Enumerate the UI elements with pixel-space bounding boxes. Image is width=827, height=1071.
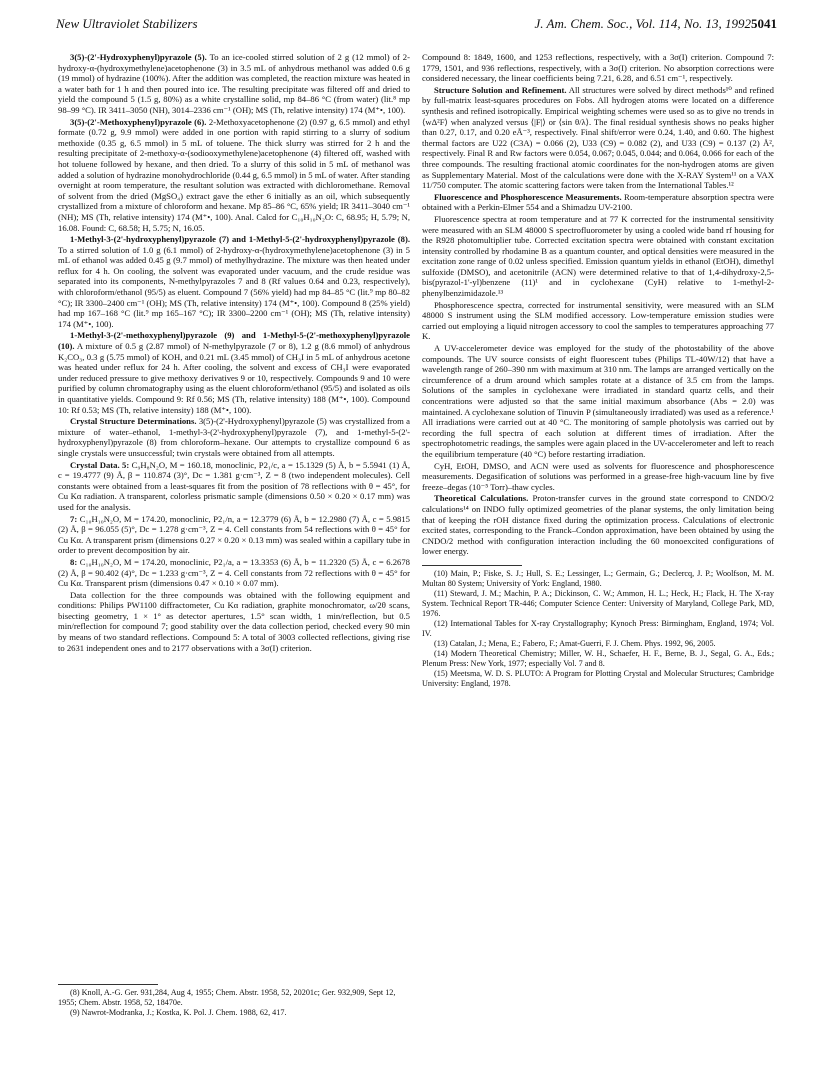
paragraph — [58, 234, 410, 329]
paragraph — [58, 514, 410, 556]
footnote: (15) Meetsma, W. D. S. PLUTO: A Program for Plotting Crystal and Molecular Structures; Cambridge University: England, 1978. — [422, 668, 774, 688]
left-column — [58, 52, 410, 654]
footnote: (13) Catalan, J.; Mena, E.; Fabero, F.; Amat-Guerri, F. J. Chem. Phys. 1992, 96, 2005. — [434, 638, 716, 648]
paragraph-text: C₁₀H₁₀N₂O, M = 174.20, monoclinic, P2₁/a, a = 13.3353 (6) Å, b = 11.2320 (5) Å, c = 6.2678 (2) Å, β = 90.402 (4)°, Dc = 1.233 g·cm⁻³, Z = 4. Cell constants from 72 reflections with θ = 45° for Cu Kα. Transparent prism (dimensions 0.47 × 0.10 × 0.07 mm). — [58, 556, 410, 589]
page-number: 5041 — [751, 16, 777, 31]
right-footnotes — [422, 565, 774, 689]
paragraph-text: A mixture of 0.5 g (2.87 mmol) of N-methylpyrazole (7 or 8), 1.2 g (8.6 mmol) of anhydrous K₂CO₃, 0.3 g (5.75 mmol) of KOH, and 0.21 mL (3.45 mmol) of CH₃I in 5 mL of anhydrous acetone was heated under reflux for 24 h. After cooling, the solvent and excess of CH₃I were evaporated under reduced pressure to give methoxy derivatives 9 or 10, respectively. Compounds 9 and 10 were purified by column chromatography using as the eluent chloroform/ethanol (95/5) and isolated as oils in quantitative yields. Compound 9: Rf 0.56; MS (Th, relative intensity) 188 (M⁺•, 100). Compound 10: Rf 0.53; MS (Th, relative intensity) 188 (M⁺•, 100). — [58, 341, 410, 415]
paragraph-text: CyH, EtOH, DMSO, and ACN were used as solvents for fluorescence and phosphorescence measurements. Degasification of solutions was performed in a grease-free high-vacuum line by five freeze–degas (10⁻⁵ Torr)–thaw cycles. — [422, 460, 774, 492]
paragraph-text: Compound 8: 1849, 1600, and 1253 reflections, respectively, with a 3σ(I) criterion. Compound 7: 1779, 1501, and 936 reflections, respectively, with a 3σ(I) criterion. No absorption corrections were considered necessary, the linear coefficients being 7.21, 6.28, and 6.51 cm⁻¹, respectively. — [422, 52, 774, 84]
footnote-rule — [58, 984, 158, 985]
paragraph-text: A UV-accelerometer device was employed for the study of the photostability of the above compounds. The UV source consists of eight fluorescent tubes (Philips TL-40W/12) that have a wavelength range of 260–390 nm with maximum at 310 nm. The lamps are arranged vertically on the circumference of a drum around which samples rotate at a distance of 3.5 cm from the lamps. Solutions of the samples in cyclohexane were irradiated in standard quartz cells, and their concentrations were adjusted so that the same initial maximum absorbance (Abs = 2.0) was maintained. A cyclohexane solution of Tinuvin P (simultaneously irradiated) was used as a reference.¹ All irradiations were carried out at 40 °C. The monitoring of sample photolysis was carried out by recording the full spectra of each solution at different times of irradiation. After the spectrophotometric readings, the samples were again placed in the UV-accelerometer and left to reach the equilibrium temperature (40 °C) before restarting irradiation. — [422, 343, 774, 459]
paragraph-text: Proton-transfer curves in the ground state correspond to CNDO/2 calculations¹⁴ on INDO fully optimized geometries of the planar systems, the only limitation being that of keeping the rOH distance fixed during the optimization process. Calculations of electronic excited states, corresponding to the Franck–Condon approximation, have been obtained by using the CNDO/2 method with configuration interaction including the 60 monoexcited configurations of lower energy. — [422, 493, 774, 557]
journal-citation: J. Am. Chem. Soc., Vol. 114, No. 13, 1992 — [534, 16, 751, 31]
paragraph-heading: Structure Solution and Refinement. — [434, 84, 567, 95]
paragraph-heading: Fluorescence and Phosphorescence Measurements. — [434, 191, 622, 202]
footnote: (14) Modern Theoretical Chemistry; Miller, W. H., Schaefer, H. F., Berne, B. J., Segal, G. A., Eds.; Plenum Press: New York, 1977; especially Vol. 7 and 8. — [422, 648, 774, 668]
running-header — [56, 16, 777, 38]
paragraph-heading: Theoretical Calculations. — [434, 493, 529, 504]
paragraph-heading: 3(5)-(2'-Methoxyphenyl)pyrazole (6). — [70, 116, 207, 127]
paragraph — [58, 52, 410, 116]
footnote-rule — [422, 565, 522, 566]
paragraph-text: To an ice-cooled stirred solution of 2 g (12 mmol) of 2-hydroxy-α-(hydroxymethylene)acetophenone (3) in 3.5 mL of anhydrous methanol was added 0.6 g (19 mmol) of hydrazine (100%). After the addition was completed, the reaction mixture was heated in a water bath for 1 h and then poured into ice. The resulting precipitate was filtered off and dried to yield the compound 5 (1.5 g, 80%) as a white crystalline solid, mp 84–86 °C (from water) (lit.⁸ mp 98–99 °C). IR 3411–3050 (NH), 3014–2336 cm⁻¹ (OH); MS (Th, relative intensity) 174 (M⁺•, 100). — [58, 52, 410, 115]
paragraph-heading: 3(5)-(2'-Hydroxyphenyl)pyrazole (5). — [70, 52, 207, 62]
paragraph-text: All structures were solved by direct methods¹⁰ and refined by full-matrix least-squares procedures on Fobs. All hydrogen atoms were located on a difference synthesis and refined isotropically. Empirical weighting schemes were used so as to give no trends in ⟨wΔ²F⟩ when analyzed versus ⟨|F|⟩ or ⟨sin θ/λ⟩. The final residual synthesis shows no peaks higher than 0.27, 0.17, and 0.20 eÅ⁻³, respectively. Final shift/error were 0.24, 1.40, and 0.60. The highest thermal factors are U22 (C3A) = 0.066 (2), U33 (C9) = 0.082 (2), and U33 (C9) = 0.137 (2) Å², respectively. Final R and Rw factors were 0.054, 0.067; 0.045, 0.044; and 0.064, 0.066 for each of the three compounds. The resulting fractional atomic coordinates for the non-hydrogen atoms are given as Supplementary Material. Most of the calculations were done with the X-RAY System¹¹ on a VAX 11/750 computer. The atomic scattering factors were taken from the International Tables.¹² — [422, 84, 774, 191]
paragraph-text: 3(5)-(2'-Hydroxyphenyl)pyrazole (5) was crystallized from a mixture of water–ethanol, 1-methyl-3-(2'-hydroxyphenyl)pyrazole (7), and 1-methyl-5-(2'-hydroxyphenyl)pyrazole (8) from chloroform–hexane. Our attempts to crystallize compound 6 as single crystals were unsuccessful; twin crystals were obtained from all attempts. — [58, 416, 410, 458]
paragraph — [58, 416, 410, 458]
paragraph — [422, 85, 774, 191]
footnote: (9) Nawrot-Modranka, J.; Kostka, K. Pol. J. Chem. 1988, 62, 417. — [70, 1008, 287, 1017]
paragraph — [422, 493, 774, 557]
paragraph — [58, 117, 410, 234]
paragraph — [422, 52, 774, 84]
paragraph-text: Fluorescence spectra at room temperature and at 77 K corrected for the instrumental sensitivity were measured with an SLM 48000 S spectrofluorometer by using a cooled wide band rf housing for the R928 photomultiplier tube. Corrected excitation spectra were obtained with constant excitation intensity controlled by rhodamine B as a quantum counter, and optical densities were measured in the excitation zone range of 0.02 unless specified. Emission quantum yields in ethanol (EtOH), dimethyl sulfoxide (DMSO), and acetonitrile (ACN) were determined relative to that of 1,4-dihydroxy-2,5-bis(pyrazol-1'-yl)benzene (11)¹ and in cyclohexane (CyH) relative to 1-methyl-2-phenylbenzimidazole.¹³ — [422, 213, 774, 299]
footnote: (12) International Tables for X-ray Crystallography; Kynoch Press: Birmingham, England, 1974; Vol. IV. — [422, 618, 774, 638]
paragraph-text: To a stirred solution of 1.0 g (6.1 mmol) of 2-hydroxy-α-(hydroxymethylene)acetophenone (3) in 5 mL of ethanol was added 0.45 g (9.7 mmol) of methylhydrazine. The mixture was then heated under reflux for 4 h. On cooling, the solvent was evaporated under vacuum, and the crude residue was separated into its components, N-methylpyrazoles 7 and 8 (Rf values 0.64 and 0.23, respectively), with chloroform/ethanol (95/5) as eluent. Compound 7 (56% yield) had mp 84–85 °C (lit.⁹ mp 80–82 °C); IR 3300–2400 cm⁻¹ (OH); MS (Th, relative intensity) 174 (M⁺•, 100). Compound 8 (25% yield) had mp 167–168 °C (lit.⁹ mp 165–167 °C); IR 3300–2200 cm⁻¹ (OH); MS (Th, relative intensity) 174 (M⁺•, 100). — [58, 244, 410, 329]
paragraph-heading: Crystal Structure Determinations. — [70, 416, 197, 427]
paragraph-text: C₁₀H₁₀N₂O, M = 174.20, monoclinic, P2₁/n, a = 12.3779 (6) Å, b = 12.2980 (7) Å, c = 5.9815 (2) Å, β = 96.055 (5)°, Dc = 1.278 g·cm⁻³, Z = 4. Cell constants from 54 reflections with θ = 45° for Cu Kα. A transparent prism (dimensions 0.27 × 0.20 × 0.13 mm) was sealed within a capillary tube in order to prevent decomposition by air. — [58, 513, 410, 556]
paragraph-text: Room-temperature absorption spectra were obtained with a Perkin-Elmer 554 and a Shimadzu UV-2100. — [422, 191, 775, 213]
paragraph — [58, 460, 410, 513]
paragraph-heading: Crystal Data. 5: — [70, 459, 130, 470]
footnote: (8) Knoll, A.-G. Ger. 931,284, Aug 4, 1955; Chem. Abstr. 1958, 52, 20201c; Ger. 932,909, Sept 12, 1955; Chem. Abstr. 1958, 52, 18470e. — [58, 988, 396, 1007]
paragraph-text: C₉H₈N₂O, M = 160.18, monoclinic, P2₁/c, a = 15.1329 (5) Å, b = 5.5941 (1) Å, c = 19.4777 (9) Å, β = 110.874 (3)°, Dc = 1.381 g·cm⁻³, Z = 8 (two independent molecules). Cell constants were obtained from a least-squares fit from the position of 78 reflections with θ = 45°, for Cu Kα radiation. A transparent, colorless prismatic sample (dimensions 0.50 × 0.20 × 0.17 mm) was used for the analysis. — [58, 459, 411, 512]
paragraph-heading: 7: — [70, 513, 78, 524]
running-title: New Ultraviolet Stabilizers — [56, 16, 198, 31]
left-footnotes — [58, 980, 410, 1018]
paragraph-text: 2-Methoxyacetophenone (2) (0.97 g, 6.5 mmol) and ethyl formate (0.72 g, 9.9 mmol) were added in one portion with rapid stirring to a slurry of sodium methoxide (0.35 g, 6.5 mmol) in 5 mL of toluene. The thick slurry was stirred for 2 h and the resulting precipitate of 2-methoxy-α-(sodiooxymethylene)acetophenone (4) filtered off, washed with hot toluene followed by hexane, and then dried. To a slurry of this solid in 5 mL of methanol was added a solution of hydrazine monohydrochloride (0.44 g, 6.5 mmol) in 5 mL of water. After standing overnight at room temperature, the resultant solution was extracted with dichloromethane. Removal of solvent from the dried (MgSO₄) extract gave the ether 6 initially as an oil, which subsequently crystallized from a mixture of chloroform and hexane. Mp 85–86 °C, 65% yield; IR 3411–3040 cm⁻¹ (NH); MS (Th, relative intensity) 174 (M⁺•, 100). Anal. Calcd for C₁₀H₁₀N₂O: C, 68.95; H, 5.79; N, 16.08. Found: C, 68.58; H, 5.75; N, 16.05. — [58, 116, 410, 233]
paragraph — [58, 557, 410, 589]
paragraph — [58, 590, 410, 654]
paragraph-text: Data collection for the three compounds was obtained with the following equipment and conditions: Philips PW1100 diffractometer, Cu Kα radiation, graphite monochromator, ω/2θ scans, bisecting geometry, 1 × 1° as detector apertures, 1.5° scan width, 1 min/reflection, but 0.5 min/reflection for compound 7; good stability over the data collection period, checked every 90 min by means of two standard reflections. Compound 5: A total of 3003 collected reflections, giving rise to 2631 independent ones and to 2177 observations with a 3σ(I) criterion. — [58, 589, 410, 653]
paragraph — [422, 192, 774, 213]
paragraph — [422, 343, 774, 460]
paragraph — [422, 300, 774, 342]
paragraph-heading: 1-Methyl-3-(2'-methoxyphenyl)pyrazole (9) and 1-Methyl-5-(2'-methoxyphenyl)pyrazole (10). — [58, 330, 410, 352]
paragraph — [422, 461, 774, 493]
footnote: (10) Main, P.; Fiske, S. J.; Hull, S. E.; Lessinger, L.; Germain, G.; Declercq, J. P.; Woolfson, M. M. Multan 80 System; University of York: England, 1980. — [422, 568, 774, 588]
paragraph-text: Phosphorescence spectra, corrected for instrumental sensitivity, were measured with an SLM 48000 S instrument using the SLM modified accessory. Low-temperature emission studies were carried out employing a liquid nitrogen accessory to cool the samples to temperatures approaching 77 K. — [422, 299, 774, 342]
paragraph — [58, 330, 410, 415]
paragraph-heading: 1-Methyl-3-(2'-hydroxyphenyl)pyrazole (7) and 1-Methyl-5-(2'-hydroxyphenyl)pyrazole (8). — [70, 234, 410, 245]
footnote: (11) Steward, J. M.; Machin, P. A.; Dickinson, C. W.; Ammon, H. L.; Heck, H.; Flack, H. The X-ray System. Technical Report TR-446; Computer Science Center: University of Maryland, College Park, MD, 1976. — [422, 588, 774, 618]
right-column — [422, 52, 774, 689]
paragraph-heading: 8: — [70, 556, 78, 567]
paragraph — [422, 214, 774, 299]
